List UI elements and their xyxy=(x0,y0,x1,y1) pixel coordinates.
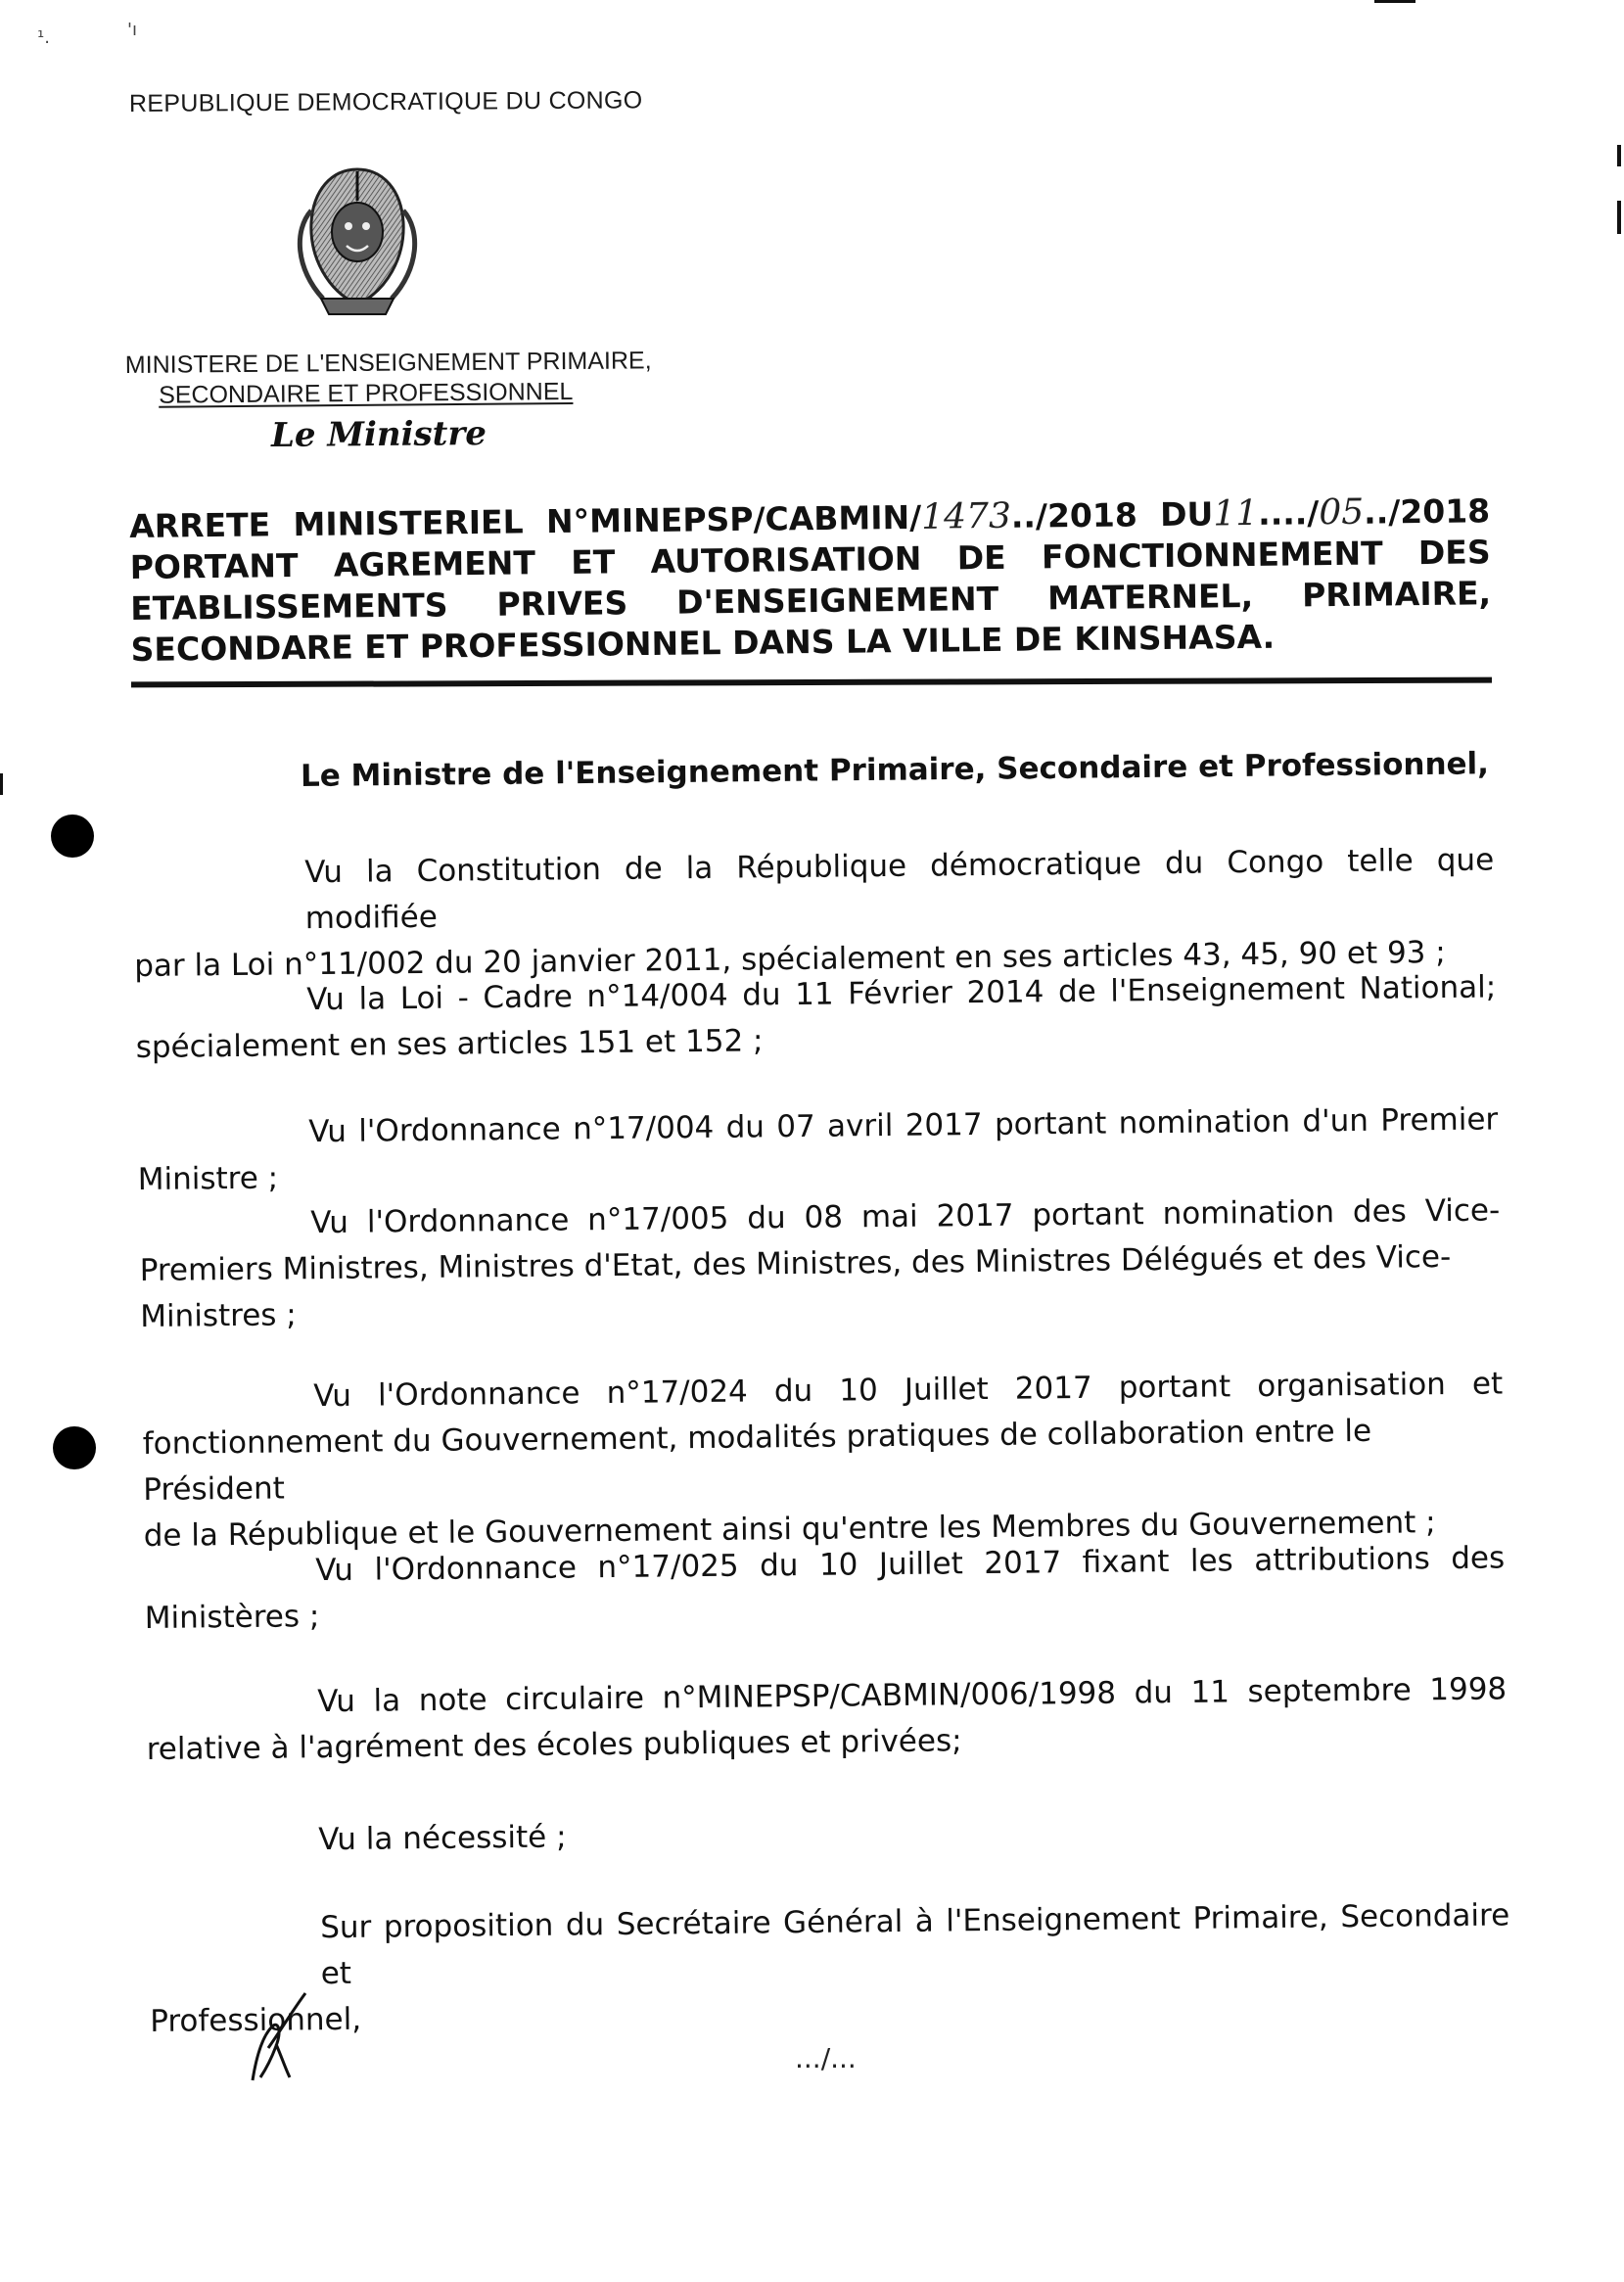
title-ref-prefix: ARRETE MINISTERIEL N°MINEPSP/CABMIN/ xyxy=(129,497,922,545)
paragraph-line: Sur proposition du Secrétaire Général à l'Enseignement Primaire, Secondaire et xyxy=(320,1897,1510,1992)
decree-title xyxy=(129,490,1492,671)
ministry-line-1: MINISTERE DE L'ENSEIGNEMENT PRIMAIRE, xyxy=(124,347,652,380)
republic-name: REPUBLIQUE DEMOCRATIQUE DU CONGO xyxy=(128,86,643,117)
scan-mark xyxy=(1617,145,1621,166)
handwritten-day: 11 xyxy=(1213,492,1259,535)
title-ref-suffix: ../2018 xyxy=(1363,491,1491,532)
consideration-paragraph xyxy=(144,1535,1506,1642)
handwritten-initial-icon xyxy=(243,1987,311,2085)
paragraph-line: de la République et le Gouvernement ainsi qu'entre les Membres du Gouvernement ; xyxy=(143,1505,1436,1554)
scan-mark xyxy=(1374,0,1415,3)
paragraph-line: relative à l'agrément des écoles publiques et privées; xyxy=(146,1723,962,1767)
paragraph-line: Vu la Constitution de la République démocratique du Congo telle que modifiée xyxy=(304,842,1495,937)
title-line-4: SECONDARE ET PROFESSIONNEL DANS LA VILLE DE KINSHASA. xyxy=(130,617,1276,669)
office-label: Le Ministre xyxy=(270,414,487,455)
handwritten-number: 1473 xyxy=(920,495,1012,537)
title-ref-sep: ..../ xyxy=(1257,493,1320,533)
consideration-paragraph xyxy=(146,1666,1508,1773)
scan-speck: 'ı xyxy=(127,20,137,40)
title-divider xyxy=(131,677,1492,688)
paragraph-line: Vu la note circulaire n°MINEPSP/CABMIN/006/1998 du 11 septembre 1998 xyxy=(317,1671,1508,1720)
handwritten-month: 05 xyxy=(1319,491,1365,534)
coat-of-arms-icon xyxy=(284,162,431,318)
paragraph-line: Vu la Loi - Cadre n°14/004 du 11 Février 2014 de l'Enseignement National; xyxy=(306,969,1497,1018)
paragraph-line: par la Loi n°11/002 du 20 janvier 2011, spécialement en ses articles 43, 45, 90 et 93 ; xyxy=(134,934,1446,984)
paragraph-line: Vu l'Ordonnance n°17/004 du 07 avril 2017 portant nomination d'un Premier xyxy=(308,1101,1499,1150)
paragraph-line: Ministères ; xyxy=(144,1599,320,1636)
section-heading: Le Ministre de l'Enseignement Primaire, Secondaire et Professionnel, xyxy=(300,746,1490,794)
paragraph-line: Vu l'Ordonnance n°17/024 du 10 Juillet 2017 portant organisation et xyxy=(313,1366,1504,1415)
punch-hole xyxy=(51,815,94,858)
paragraph-line: Vu l'Ordonnance n°17/005 du 08 mai 2017 portant nomination des Vice- xyxy=(310,1192,1501,1241)
ministry-name xyxy=(125,346,652,411)
consideration-paragraph xyxy=(142,1361,1505,1560)
scan-speck: ¹. xyxy=(37,27,50,48)
consideration-paragraph xyxy=(139,1188,1501,1340)
consideration-paragraph xyxy=(135,964,1497,1071)
punch-hole xyxy=(53,1426,96,1469)
paragraph-line: Premiers Ministres, Ministres d'Etat, des Ministres, des Ministres Délégués et des Vice- xyxy=(139,1238,1452,1288)
title-ref-mid: ../2018 DU xyxy=(1010,494,1214,536)
ministry-line-2: SECONDAIRE ET PROFESSIONNEL xyxy=(159,378,574,409)
paragraph-line: fonctionnement du Gouvernement, modalités pratiques de collaboration entre le Président xyxy=(142,1413,1372,1508)
scan-mark xyxy=(1617,201,1621,234)
consideration-paragraph xyxy=(149,1892,1510,2045)
paragraph-line: Vu l'Ordonnance n°17/025 du 10 Juillet 2017 fixant les attributions des xyxy=(315,1540,1506,1589)
paragraph-line: Ministres ; xyxy=(140,1297,297,1334)
title-line-2: PORTANT AGREMENT ET AUTORISATION DE FONCTIONNEMENT DES xyxy=(129,533,1491,586)
continuation-marker: .../... xyxy=(795,2042,857,2074)
paragraph-line: Ministre ; xyxy=(137,1160,279,1197)
paragraph-line: spécialement en ses articles 151 et 152 ; xyxy=(135,1023,764,1065)
scan-mark xyxy=(0,773,3,795)
paragraph-line: Professionnel, xyxy=(150,2001,362,2039)
title-line-3: ETABLISSEMENTS PRIVES D'ENSEIGNEMENT MATERNEL, PRIMAIRE, xyxy=(129,574,1492,628)
consideration-paragraph xyxy=(137,1096,1499,1203)
consideration-paragraph xyxy=(147,1804,1508,1865)
paragraph-line: Vu la nécessité ; xyxy=(318,1819,567,1858)
